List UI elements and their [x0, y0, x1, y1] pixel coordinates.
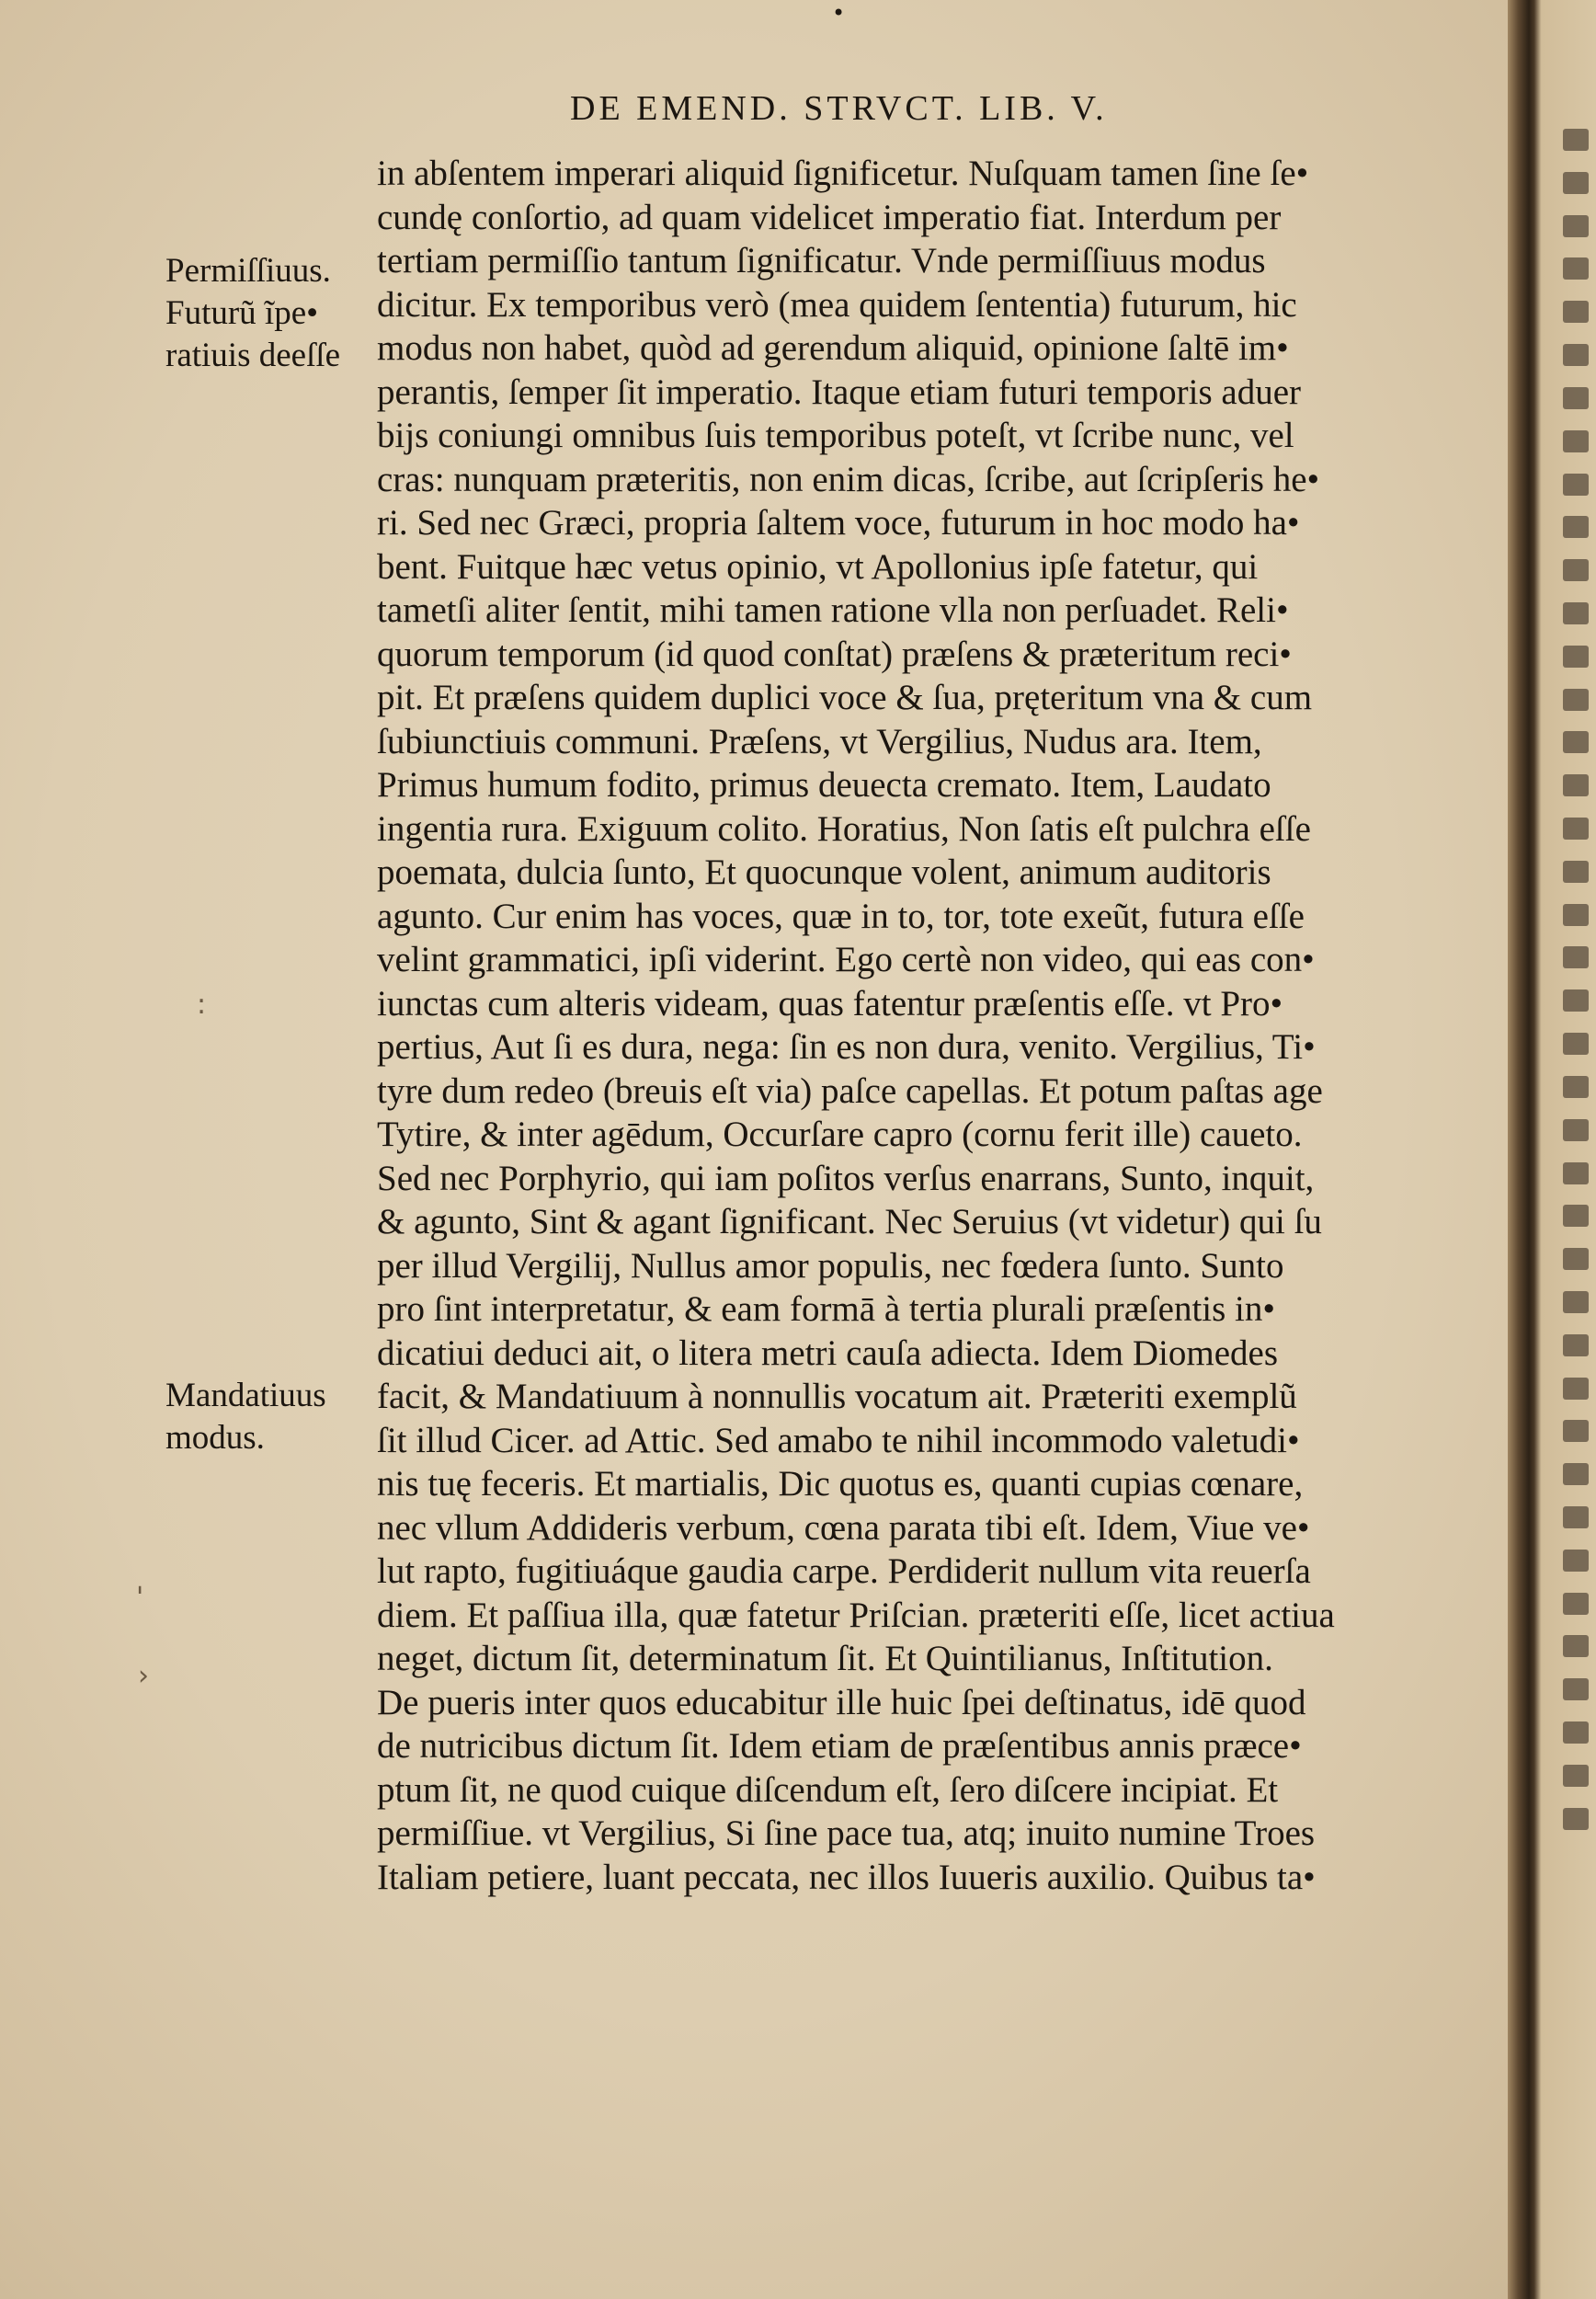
text-line: nis tuę feceris. Et martialis, Dic quotus es, quanti cupias cœnare,	[377, 1464, 1304, 1504]
text-line: modus non habet, quòd ad gerendum aliquid, opinione ſaltē im•	[377, 328, 1289, 368]
text-line: perantis, ſemper ſit imperatio. Itaque etiam futuri temporis aduer	[377, 372, 1301, 412]
text-line: poemata, dulcia ſunto, Et quocunque volent, animum auditoris	[377, 852, 1271, 892]
text-line: velint grammatici, ipſi viderint. Ego certè non video, qui eas con•	[377, 940, 1315, 979]
text-line: Italiam petiere, luant peccata, nec illos Iuueris auxilio. Quibus ta•	[377, 1857, 1316, 1897]
text-line: bent. Fuitque hæc vetus opinio, vt Apollonius ipſe fatetur, qui	[377, 546, 1259, 587]
stray-mark: ›	[138, 1660, 149, 1692]
text-line: facit, & Mandatiuum à nonnullis vocatum ait. Præteriti exemplũ	[377, 1377, 1297, 1416]
text-line: pit. Et præſens quidem duplici voce & ſua, pręteritum vna & cum	[377, 678, 1313, 717]
text-line: permiſſiue. vt Vergilius, Si ſine pace tua, atq; inuito numine Troes	[377, 1813, 1316, 1853]
text-line: Primus humum fodito, primus deuecta cremato. Item, Laudato	[377, 765, 1271, 805]
margin-note-line: Mandatiuus	[165, 1377, 326, 1414]
text-line: quorum temporum (id quod conſtat) præſens & præteritum reci•	[377, 634, 1292, 674]
margin-note-permissiuus	[165, 250, 386, 377]
text-line: pro ſint interpretatur, & eam formā à tertia plurali præſentis in•	[377, 1289, 1276, 1329]
text-line: ptum ſit, ne quod cuique diſcendum eſt, ſero diſcere incipiat. Et	[377, 1769, 1279, 1810]
text-line: ingentia rura. Exiguum colito. Horatius, Non ſatis eſt pulchra eſſe	[377, 808, 1311, 849]
text-line: iunctas cum alteris videam, quas fatentur præſentis eſſe. vt Pro•	[377, 983, 1283, 1024]
text-line: ſit illud Cicer. ad Attic. Sed amabo te nihil incommodo valetudi•	[377, 1420, 1300, 1460]
margin-note-mandatiuus	[165, 1375, 386, 1459]
text-line: Sed nec Porphyrio, qui iam poſitos verſus enarrans, Sunto, inquit,	[377, 1158, 1315, 1198]
text-line: diem. Et paſſiua illa, quæ fatetur Priſcian. præteriti eſſe, licet actiua	[377, 1595, 1335, 1635]
text-line: pertius, Aut ſi es dura, nega: ſin es non dura, venito. Vergilius, Ti•	[377, 1027, 1316, 1067]
text-line: dicitur. Ex temporibus verò (mea quidem ſententia) futurum, hic	[377, 284, 1297, 325]
text-line: tertiam permiſſio tantum ſignificatur. Vnde permiſſiuus modus	[377, 241, 1266, 280]
stray-mark: '	[136, 1582, 144, 1614]
text-line: ri. Sed nec Græci, propria ſaltem voce, futurum in hoc modo ha•	[377, 503, 1300, 543]
text-line: agunto. Cur enim has voces, quæ in to, tor, tote exeũt, futura eſſe	[377, 896, 1305, 936]
text-line: tyre dum redeo (breuis eſt via) paſce capellas. Et potum paſtas age	[377, 1070, 1323, 1111]
facing-page-edge	[1563, 129, 1596, 1830]
text-line: neget, dictum ſit, determinatum ſit. Et Quintilianus, Inſtitution.	[377, 1639, 1273, 1678]
text-line: lut rapto, fugitiuáque gaudia carpe. Perdiderit nullum vita reuerſa	[377, 1551, 1311, 1591]
running-head: DE EMEND. STRVCT. LIB. V.	[570, 89, 1108, 128]
text-line: De pueris inter quos educabitur ille huic ſpei deſtinatus, idē quod	[377, 1682, 1306, 1722]
text-line: dicatiui deduci ait, o litera metri cauſa adiecta. Idem Diomedes	[377, 1333, 1279, 1373]
text-line: per illud Vergilij, Nullus amor populis, nec fœdera ſunto. Sunto	[377, 1245, 1284, 1286]
margin-note-line: modus.	[165, 1419, 265, 1457]
margin-note-line: ratiuis deeſſe	[165, 337, 341, 374]
text-line: nec vllum Addideris verbum, cœna parata tibi eſt. Idem, Viue ve•	[377, 1507, 1310, 1548]
text-line: tametſi aliter ſentit, mihi tamen ratione vlla non perſuadet. Reli•	[377, 590, 1289, 630]
top-mark: •	[832, 0, 846, 26]
text-line: Tytire, & inter agēdum, Occurſare capro (cornu ferit ille) caueto.	[377, 1115, 1303, 1154]
margin-note-line: Permiſſiuus.	[165, 252, 331, 290]
margin-note-line: Futurũ ĩpe•	[165, 294, 319, 332]
text-line: & agunto, Sint & agant ſignificant. Nec Seruius (vt videtur) qui ſu	[377, 1202, 1322, 1241]
text-line: bijs coniungi omnibus ſuis temporibus poteſt, vt ſcribe nunc, vel	[377, 416, 1294, 455]
text-line: cundę conſortio, ad quam videlicet imperatio fiat. Interdum per	[377, 197, 1282, 237]
text-line: de nutricibus dictum ſit. Idem etiam de præſentibus annis præce•	[377, 1726, 1302, 1766]
main-text-block	[377, 152, 1462, 1899]
text-line: cras: nunquam præteritis, non enim dicas, ſcribe, aut ſcripſeris he•	[377, 459, 1320, 499]
text-line: in abſentem imperari aliquid ſignificetur. Nuſquam tamen ſine ſe•	[377, 154, 1309, 193]
stray-mark: :	[197, 989, 207, 1021]
text-line: ſubiunctiuis communi. Præſens, vt Vergilius, Nudus ara. Item,	[377, 721, 1262, 761]
